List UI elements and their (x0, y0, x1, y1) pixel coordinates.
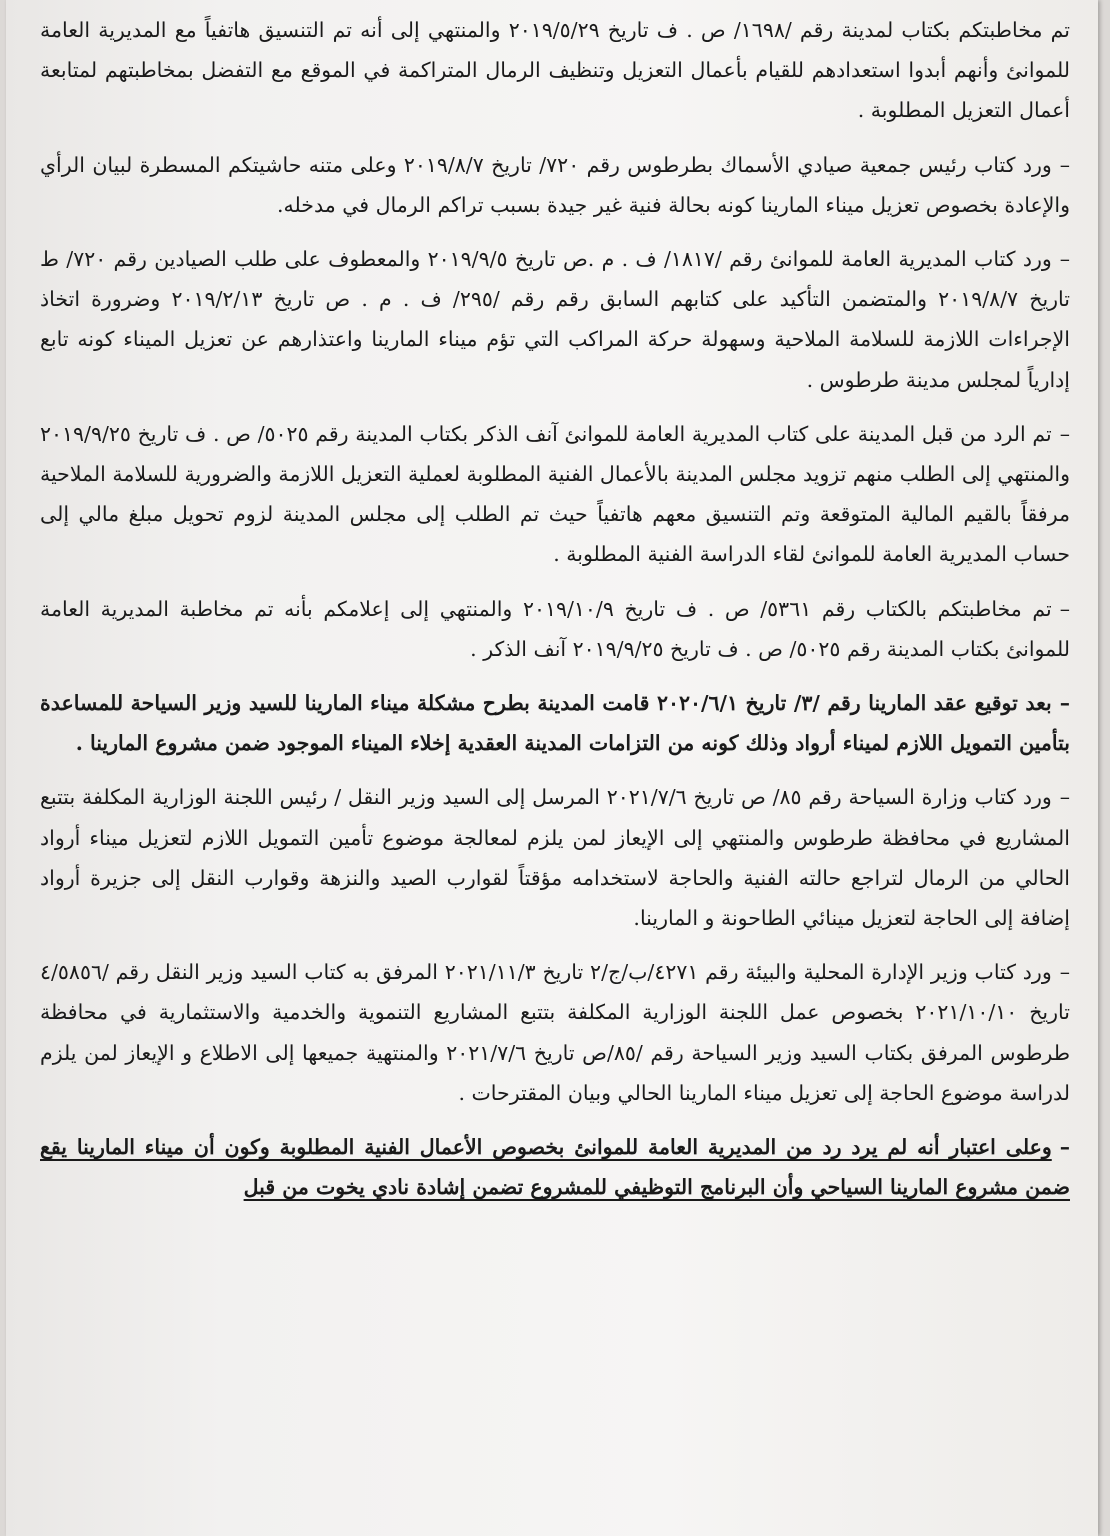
bullet-dash: – (1059, 152, 1071, 177)
paragraph-2 (40, 145, 1070, 225)
bullet-dash: – (1059, 596, 1070, 621)
scanned-page (6, 0, 1098, 1536)
paragraph-4-text: تم الرد من قبل المدينة على كتاب المديرية العامة للموانئ آنف الذكر بكتاب المدينة رقم ٥٠٢٥/ ص . ف تاريخ ٢٠١٩/٩/٢٥ والمنتهي إلى الطلب منهم تزويد مجلس المدينة بالأعمال الفنية المطلوبة لعملية التعزيل اللازمة والضرورية للسلامة الملاحية مرفقاً بالقيم المالية المتوقعة وتم التنسيق معهم هاتفياً حيث تم الطلب إلى مجلس المدينة لزوم تحويل مبلغ مالي إلى حساب المديرية العامة للموانئ لقاء الدراسة الفنية المطلوبة . (40, 421, 1070, 567)
paragraph-6 (40, 683, 1070, 763)
paragraph-9 (40, 1127, 1070, 1207)
bullet-dash: – (1059, 960, 1070, 985)
bullet-dash: – (1059, 785, 1070, 810)
document-body (40, 10, 1070, 1221)
bullet-dash: – (1059, 247, 1071, 272)
paragraph-3 (40, 239, 1070, 400)
paragraph-7-text: ورد كتاب وزارة السياحة رقم ٨٥/ ص تاريخ ٢٠٢١/٧/٦ المرسل إلى السيد وزير النقل / رئيس اللجنة الوزارية المكلفة بتتبع المشاريع في محافظة طرطوس والمنتهي إلى الإيعاز لمن يلزم لمعالجة موضوع تأمين التمويل اللازم لتعزيل ميناء أرواد الحالي من الرمال لتراجع حالته الفنية والحاجة لاستخدامه مؤقتاً لقوارب الصيد والنزهة وقوارب النقل إلى جزيرة أرواد إضافة إلى الحاجة لتعزيل مينائي الطاحونة و المارينا. (40, 785, 1070, 931)
paragraph-7 (40, 777, 1070, 938)
paragraph-5 (40, 589, 1070, 669)
bullet-dash: – (1059, 691, 1070, 716)
paragraph-1 (40, 10, 1070, 131)
paragraph-5-text: تم مخاطبتكم بالكتاب رقم ٥٣٦١/ ص . ف تاريخ ٢٠١٩/١٠/٩ والمنتهي إلى إعلامكم بأنه تم مخاطبة المديرية العامة للموانئ بكتاب المدينة رقم ٥٠٢٥/ ص . ف تاريخ ٢٠١٩/٩/٢٥ آنف الذكر . (40, 596, 1070, 661)
paragraph-2-text: ورد كتاب رئيس جمعية صيادي الأسماك بطرطوس رقم ٧٢٠/ تاريخ ٢٠١٩/٨/٧ وعلى متنه حاشيتكم المسطرة لبيان الرأي والإعادة بخصوص تعزيل ميناء المارينا كونه بحالة فنية غير جيدة بسبب تراكم الرمال في مدخله. (40, 152, 1070, 217)
paragraph-3-text: ورد كتاب المديرية العامة للموانئ رقم /١٨١٧/ ف . م .ص تاريخ ٢٠١٩/٩/٥ والمعطوف على طلب الصيادين رقم ٧٢٠/ ط تاريخ ٢٠١٩/٨/٧ والمتضمن التأكيد على كتابهم السابق رقم رقم /٢٩٥/ ف . م . ص تاريخ ٢٠١٩/٢/١٣ وضرورة اتخاذ الإجراءات اللازمة للسلامة الملاحية وسهولة حركة المراكب التي تؤم ميناء المارينا واعتذارهم عن تعزيل الميناء كونه تابع إدارياً لمجلس مدينة طرطوس . (40, 247, 1070, 392)
paragraph-8-text: ورد كتاب وزير الإدارة المحلية والبيئة رقم ٤٢٧١/ب/ج/٢ تاريخ ٢٠٢١/١١/٣ المرفق به كتاب السيد وزير النقل رقم /٤/٥٨٥٦ تاريخ ٢٠٢١/١٠/١٠ بخصوص عمل اللجنة الوزارية المكلفة بتتبع المشاريع التنموية والخدمية والاستثمارية في محافظة طرطوس المرفق بكتاب السيد وزير السياحة رقم /٨٥/ص تاريخ ٢٠٢١/٧/٦ والمنتهية جميعها إلى الاطلاع و الإيعاز لمن يلزم لدراسة موضوع الحاجة إلى تعزيل ميناء المارينا الحالي وبيان المقترحات . (40, 960, 1071, 1105)
bullet-dash: – (1059, 1135, 1070, 1160)
paragraph-8 (40, 952, 1070, 1113)
paragraph-6-text: بعد توقيع عقد المارينا رقم /٣/ تاريخ ٢٠٢٠/٦/١ قامت المدينة بطرح مشكلة ميناء المارينا للسيد وزير السياحة للمساعدة بتأمين التمويل اللازم لميناء أرواد وذلك كونه من التزامات المدينة العقدية إخلاء الميناء الموجود ضمن مشروع المارينا . (40, 691, 1070, 756)
paragraph-9-text: وعلى اعتبار أنه لم يرد رد من المديرية العامة للموانئ بخصوص الأعمال الفنية المطلوبة وكون أن ميناء المارينا يقع ضمن مشروع المارينا السياحي وأن البرنامج التوظيفي للمشروع تضمن إشادة نادي يخوت من قبل (40, 1135, 1070, 1200)
paragraph-4 (40, 414, 1070, 575)
bullet-dash: – (1059, 421, 1070, 446)
paragraph-1-text: تم مخاطبتكم بكتاب لمدينة رقم /١٦٩٨/ ص . ف تاريخ ٢٠١٩/٥/٢٩ والمنتهي إلى أنه تم التنسيق هاتفياً مع المديرية العامة للموانئ وأنهم أبدوا استعدادهم للقيام بأعمال التعزيل وتنظيف الرمال المتراكمة في الموقع مع التفضل بمخاطبتهم لمتابعة أعمال التعزيل المطلوبة . (40, 18, 1070, 123)
